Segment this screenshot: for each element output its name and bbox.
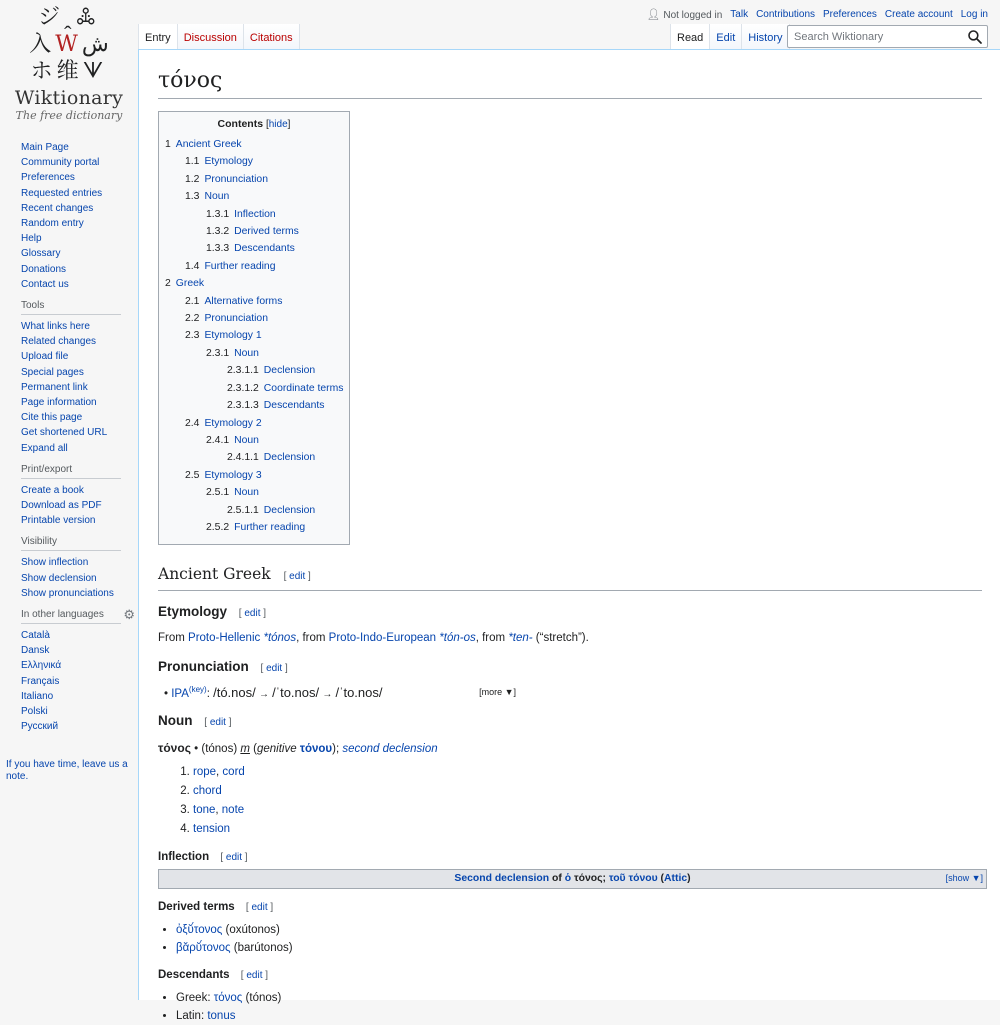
- pie-form-link[interactable]: *tón-os: [439, 632, 476, 645]
- gender: m: [240, 743, 250, 756]
- genitive-link[interactable]: τόνου: [299, 743, 333, 756]
- etym-text: From: [158, 632, 189, 645]
- section-noun: Noun [ edit ]: [158, 713, 232, 729]
- main-content: [138, 49, 1000, 1023]
- toc-item[interactable]: [165, 449, 343, 466]
- tab-read-label[interactable]: Read: [677, 32, 704, 44]
- infl-sep: ;: [602, 872, 609, 884]
- sense-link-chord[interactable]: chord: [193, 785, 222, 798]
- sidebar-nav-link-help[interactable]: Help: [21, 233, 42, 245]
- toc-number: 2.3.1.3: [227, 400, 259, 412]
- sidebar-tools-item: [21, 410, 138, 425]
- descendant-item: • Greek: τόνος (tónos): [176, 989, 982, 1007]
- toc-link[interactable]: Inflection: [234, 208, 276, 220]
- sidebar-print-item: [21, 498, 138, 513]
- toc-link[interactable]: Greek: [175, 278, 205, 290]
- derived-term-translit: barútonos: [237, 941, 289, 954]
- toc-item[interactable]: [165, 293, 343, 310]
- sense-item: [193, 782, 982, 801]
- logo-glyphs: ジꞈꔆ 入Wش ホ维ᗐ: [29, 5, 109, 84]
- toc-number: 1: [165, 139, 171, 150]
- sidebar-tools-heading: Tools: [21, 300, 121, 315]
- edit-link[interactable]: edit: [225, 851, 243, 863]
- toc-link[interactable]: Declension: [263, 452, 316, 464]
- section-noun-label: Noun: [158, 713, 193, 729]
- sidebar-nav-link-requested-entries[interactable]: Requested entries: [21, 187, 103, 199]
- sidebar-tools-link-permanent-link[interactable]: Permanent link: [21, 381, 88, 393]
- sidebar-tools-link-upload-file[interactable]: Upload file: [21, 351, 69, 363]
- tab-edit[interactable]: [709, 24, 741, 50]
- toc-number: 2.4.1: [206, 434, 230, 446]
- toc-item[interactable]: [165, 380, 343, 397]
- sidebar-lang-item: [21, 719, 138, 734]
- search-box: [787, 25, 988, 48]
- toc-item[interactable]: [165, 484, 343, 501]
- toc-item[interactable]: [165, 310, 343, 327]
- sidebar-lang-link-polski[interactable]: Polski: [21, 706, 48, 718]
- sense-item: 3. tone, note: [193, 801, 982, 820]
- toc-item[interactable]: [165, 327, 343, 344]
- toc-item[interactable]: [165, 153, 343, 170]
- toc-link[interactable]: Etymology 3: [204, 469, 262, 481]
- sidebar-visibility-item: [21, 571, 138, 586]
- sidebar-nav-item: [21, 155, 138, 170]
- search-icon[interactable]: [967, 29, 983, 45]
- section-pronunciation-label: Pronunciation: [158, 659, 249, 675]
- sidebar-print-item: [21, 483, 138, 498]
- sidebar-lang-item: [21, 643, 138, 658]
- toc-item[interactable]: [165, 345, 343, 362]
- sidebar-print-link-create-a-book[interactable]: Create a book: [21, 484, 84, 496]
- tab-discussion[interactable]: [177, 24, 243, 50]
- sense-link-tone[interactable]: tone: [193, 803, 216, 816]
- article-gen-link[interactable]: τοῦ: [608, 872, 626, 884]
- sidebar-tools-link-what-links-here[interactable]: What links here: [21, 321, 90, 333]
- headword-translit: tónos: [205, 743, 234, 756]
- toc-number: 2: [165, 278, 171, 290]
- toc-link[interactable]: Pronunciation: [204, 313, 268, 325]
- tab-entry-label[interactable]: Entry: [145, 32, 171, 44]
- sidebar-nav-item: [21, 201, 138, 216]
- toc-link[interactable]: Declension: [263, 504, 316, 516]
- sidebar-visibility-link-show-inflection[interactable]: Show inflection: [21, 557, 89, 569]
- sidebar-nav-link-recent-changes[interactable]: Recent changes: [21, 202, 94, 214]
- section-etymology-label: Etymology: [158, 604, 228, 620]
- toc-number: 2.5.1.1: [227, 504, 259, 516]
- sidebar-visibility: [0, 536, 138, 601]
- sidebar-tools-item: [21, 380, 138, 395]
- edit-link[interactable]: edit: [289, 571, 306, 583]
- view-tabs: [670, 24, 790, 50]
- toc-link[interactable]: Descendants: [234, 243, 295, 255]
- sidebar-visibility-link-show-declension[interactable]: Show declension: [21, 572, 97, 584]
- sidebar-print: [0, 464, 138, 529]
- tab-citations-label[interactable]: Citations: [249, 32, 293, 44]
- toc-number: 2.3.1.1: [227, 365, 259, 377]
- sidebar-lang-link-italiano[interactable]: Italiano: [21, 690, 54, 702]
- section-descendants: Descendants [ edit ]: [158, 968, 269, 981]
- toc-link[interactable]: Pronunciation: [204, 173, 268, 185]
- personal-tools: [647, 8, 988, 21]
- wiktionary-logo[interactable]: [0, 0, 138, 140]
- tab-edit-label[interactable]: Edit: [716, 32, 736, 44]
- edit-link[interactable]: edit: [244, 608, 261, 620]
- sidebar-nav-link-random-entry[interactable]: Random entry: [21, 218, 84, 230]
- show-table-toggle[interactable]: [show ▼]: [945, 872, 983, 883]
- edit-link[interactable]: edit: [209, 717, 226, 729]
- sidebar-tools-item: [21, 334, 138, 349]
- toc-item[interactable]: [165, 502, 343, 519]
- word-gen-link[interactable]: τόνου: [628, 872, 658, 884]
- languages-heading-label: In other languages: [21, 609, 104, 621]
- personal-preferences-link[interactable]: Preferences: [823, 9, 877, 20]
- tab-entry[interactable]: [138, 24, 177, 50]
- proto-hellenic-form-link[interactable]: *tónos: [263, 632, 297, 645]
- toc-link[interactable]: Ancient Greek: [175, 139, 242, 150]
- toc-link[interactable]: Etymology: [204, 156, 253, 168]
- personal-create-account-link[interactable]: Create account: [884, 9, 953, 20]
- etym-gloss: (“stretch”).: [532, 632, 589, 645]
- sidebar-tools-item: [21, 349, 138, 364]
- ipa-link[interactable]: IPA: [171, 688, 189, 701]
- proto-hellenic-link[interactable]: Proto-Hellenic: [188, 632, 261, 645]
- toc-item[interactable]: [165, 136, 343, 153]
- sidebar-lang-item: [21, 658, 138, 673]
- toc-number: 2.3.1: [206, 347, 230, 359]
- toc-item[interactable]: [165, 240, 343, 257]
- toc-number: 2.5: [185, 469, 200, 481]
- sense-item: [193, 820, 982, 839]
- not-logged-in: [647, 8, 723, 21]
- toc-number: 2.3.1.2: [227, 382, 259, 394]
- toc-link[interactable]: Noun: [234, 434, 259, 446]
- user-icon: 👤︎: [646, 9, 661, 21]
- sidebar-tools-item: [21, 441, 138, 456]
- derived-term-item: • ὀξῠ́τονος (oxútonos): [176, 921, 982, 939]
- derived-term-item: • βᾰρῠ́τονος (barútonos): [176, 939, 982, 957]
- pie-root-link[interactable]: *ten-: [508, 632, 533, 645]
- section-pronunciation: Pronunciation [ edit ]: [158, 659, 288, 675]
- sidebar-print-item: [21, 513, 138, 528]
- toc-title-label: Contents: [217, 118, 264, 130]
- toc-item[interactable]: [165, 206, 343, 223]
- headword: τόνος: [158, 741, 191, 756]
- derived-terms-list: [158, 921, 982, 957]
- sidebar-nav-link-community-portal[interactable]: Community portal: [21, 157, 100, 169]
- toc-item[interactable]: [165, 397, 343, 414]
- toc-item[interactable]: [165, 362, 343, 379]
- search-input[interactable]: [788, 26, 958, 47]
- not-logged-in-label: Not logged in: [663, 10, 723, 21]
- sidebar-lang-link-franc-ais[interactable]: Français: [21, 675, 60, 687]
- sidebar-languages: [0, 609, 138, 734]
- toc-link[interactable]: Derived terms: [234, 226, 299, 238]
- edit-link[interactable]: edit: [266, 663, 283, 675]
- sidebar: [0, 140, 138, 743]
- sidebar-nav-link-preferences[interactable]: Preferences: [21, 172, 75, 184]
- toc-number: 2.4: [185, 417, 200, 429]
- toc-number: 2.4.1.1: [227, 452, 259, 464]
- toc-item[interactable]: [165, 415, 343, 432]
- toc-number: 1.2: [185, 173, 200, 185]
- sidebar-lang-item: [21, 628, 138, 643]
- ipa-form: /tó.nos/: [213, 685, 256, 701]
- toc-link[interactable]: Declension: [263, 365, 316, 377]
- toc-link[interactable]: Noun: [204, 191, 230, 203]
- inflection-table-collapsed[interactable]: Second declension of ὁ τόνος; τοῦ τόνου (Attic) [show ▼]: [158, 869, 987, 889]
- headword-line: τόνος • (tónos) m (genitive τόνου); second declension: [158, 741, 438, 756]
- dialect-link[interactable]: Attic: [664, 872, 688, 884]
- personal-contributions-link[interactable]: Contributions: [756, 9, 815, 20]
- tab-history-label[interactable]: History: [748, 32, 783, 44]
- sidebar-nav-item: [21, 170, 138, 185]
- pie-link[interactable]: Proto-Indo-European: [328, 632, 437, 645]
- descendant-translit: tónos: [249, 991, 278, 1004]
- toc-item[interactable]: [165, 171, 343, 188]
- sidebar-navigation: [0, 140, 138, 292]
- logo-name: Wiktionary: [14, 87, 124, 109]
- sidebar-tools-link-page-information[interactable]: Page information: [21, 397, 97, 409]
- toc-item[interactable]: [165, 432, 343, 449]
- infl-word: τόνος: [573, 872, 603, 884]
- arrow-icon: →: [258, 689, 269, 701]
- section-etymology: Etymology [ edit ]: [158, 604, 267, 620]
- personal-talk-link[interactable]: Talk: [730, 9, 749, 20]
- etymology-text: [158, 630, 982, 646]
- personal-log-in-link[interactable]: Log in: [960, 9, 988, 20]
- toc-number: 1.1: [185, 156, 200, 168]
- ipa-form: /ˈto.nos/: [272, 685, 320, 701]
- sidebar-tools-item: [21, 365, 138, 380]
- toc-link[interactable]: Etymology 2: [204, 417, 262, 429]
- sidebar-lang-link-item[interactable]: Русский: [21, 721, 59, 733]
- sidebar-visibility-item: [21, 586, 138, 601]
- sidebar-nav-link-main-page[interactable]: Main Page: [21, 142, 69, 153]
- sidebar-tools-link-special-pages[interactable]: Special pages: [21, 366, 84, 378]
- leave-note-link[interactable]: If you have time, leave us a note.: [6, 759, 128, 782]
- toc-item[interactable]: [165, 223, 343, 240]
- descendant-item: • Latin: tonus: [176, 1007, 982, 1025]
- sidebar-tools-link-expand-all[interactable]: Expand all: [21, 442, 68, 454]
- sidebar-tools-link-cite-this-page[interactable]: Cite this page: [21, 412, 83, 424]
- sidebar-print-heading: Print/export: [21, 464, 121, 479]
- logo-tagline: The free dictionary: [15, 109, 123, 122]
- sidebar-nav-link-contact-us[interactable]: Contact us: [21, 278, 69, 290]
- toc-number: 2.1: [185, 295, 200, 307]
- page-title: τόνος: [158, 66, 982, 99]
- article-link[interactable]: ὁ: [564, 872, 572, 884]
- toc-number: 1.3.2: [206, 226, 230, 238]
- sidebar-lang-item: [21, 704, 138, 719]
- sidebar-nav-item: [21, 186, 138, 201]
- toc-number: 1.3: [185, 191, 200, 203]
- sense-link-note[interactable]: note: [221, 803, 245, 816]
- toc-link[interactable]: Coordinate terms: [263, 382, 344, 394]
- toc-item[interactable]: [165, 467, 343, 484]
- tab-read[interactable]: [670, 24, 709, 50]
- sidebar-lang-link-item[interactable]: Ελληνικά: [21, 660, 62, 672]
- sidebar-lang-link-dansk[interactable]: Dansk: [21, 645, 50, 657]
- sidebar-tools-item: [21, 425, 138, 440]
- toc-item[interactable]: [165, 519, 343, 536]
- descendant-link[interactable]: tonus: [207, 1010, 236, 1023]
- sidebar-print-link-download-as-pdf[interactable]: Download as PDF: [21, 500, 102, 512]
- toc-link[interactable]: Etymology 1: [204, 330, 262, 342]
- toc-link[interactable]: Descendants: [263, 400, 325, 412]
- more-pronunciations-toggle[interactable]: [more ▼]: [479, 687, 516, 698]
- toc-link[interactable]: Noun: [234, 487, 259, 499]
- sidebar-tools-item: [21, 319, 138, 334]
- section-derived-terms-label: Derived terms: [158, 900, 235, 913]
- sidebar-tools: [0, 300, 138, 456]
- namespace-tabs: [138, 24, 300, 50]
- sidebar-visibility-heading: Visibility: [21, 536, 121, 551]
- ipa-form: /ˈto.nos/: [335, 685, 383, 701]
- sidebar-visibility-item: [21, 555, 138, 570]
- declension-table-link[interactable]: Second declension: [454, 872, 550, 884]
- section-ancient-greek-label: Ancient Greek: [158, 565, 271, 584]
- sidebar-languages-heading: [21, 607, 135, 624]
- genitive-label: genitive: [256, 743, 297, 756]
- descendant-link[interactable]: τόνος: [213, 991, 243, 1004]
- sidebar-nav-link-glossary[interactable]: Glossary: [21, 248, 61, 260]
- derived-term-link[interactable]: βᾰρῠ́τονος: [176, 941, 231, 954]
- toc-number: 1.3.1: [206, 208, 230, 220]
- descendant-language: Latin: [176, 1010, 201, 1023]
- tab-citations[interactable]: [243, 24, 300, 50]
- sense-item: 1. rope, cord: [193, 763, 982, 782]
- sidebar-print-link-printable-version[interactable]: Printable version: [21, 515, 96, 527]
- sidebar-nav-link-donations[interactable]: Donations: [21, 263, 67, 275]
- sidebar-nav-item: [21, 231, 138, 246]
- sidebar-lang-item: [21, 674, 138, 689]
- section-derived-terms: Derived terms [ edit ]: [158, 900, 274, 913]
- toc-number: 2.2: [185, 313, 200, 325]
- sidebar-tools-link-get-shortened-url[interactable]: Get shortened URL: [21, 427, 108, 439]
- derived-term-translit: oxútonos: [229, 923, 277, 936]
- section-inflection-label: Inflection: [158, 850, 210, 863]
- section-descendants-label: Descendants: [158, 968, 230, 981]
- toc-item[interactable]: [165, 275, 343, 292]
- descendant-language: Greek: [176, 991, 208, 1004]
- section-ancient-greek: Ancient Greek [ edit ]: [158, 563, 982, 591]
- toc-number: 2.5.1: [206, 487, 230, 499]
- etym-text: , from: [296, 632, 329, 645]
- arrow-icon: →: [322, 689, 333, 701]
- sense-link-cord[interactable]: cord: [222, 766, 245, 779]
- etym-text: , from: [475, 632, 509, 645]
- sidebar-tools-link-related-changes[interactable]: Related changes: [21, 336, 97, 348]
- toc-item[interactable]: [165, 258, 343, 275]
- derived-term-link[interactable]: ὀξῠ́τονος: [176, 923, 223, 936]
- toc-title: Contents [hide]: [217, 118, 291, 130]
- sidebar-nav-item: [21, 262, 138, 277]
- sense-link-tension[interactable]: tension: [193, 822, 231, 835]
- toc-item[interactable]: [165, 188, 343, 205]
- toc-hide-link[interactable]: hide: [268, 119, 288, 130]
- ipa-key-link[interactable]: (key): [188, 685, 207, 695]
- infl-of: of: [549, 872, 565, 884]
- table-of-contents: [158, 111, 350, 545]
- gear-icon[interactable]: ⚙: [123, 607, 135, 623]
- sidebar-visibility-link-show-pronunciations[interactable]: Show pronunciations: [21, 587, 114, 599]
- toc-link[interactable]: Alternative forms: [204, 295, 283, 307]
- toc-link[interactable]: Further reading: [234, 521, 306, 533]
- toc-number: 2.5.2: [206, 521, 230, 533]
- sense-list: [158, 763, 982, 838]
- descendants-list: [158, 989, 982, 1025]
- sidebar-nav-item: [21, 246, 138, 261]
- declension-link[interactable]: second declension: [342, 743, 438, 756]
- edit-link[interactable]: edit: [251, 901, 268, 913]
- sidebar-nav-item: [21, 216, 138, 231]
- edit-link[interactable]: edit: [246, 969, 263, 981]
- toc-link[interactable]: Further reading: [204, 260, 276, 272]
- pronunciation-row: • $IPA^{(key)}$: /tó.nos/ → /ˈto.nos/ → /ˈto.nos/ [more ▼]: [164, 685, 516, 701]
- toc-number: 1.4: [185, 260, 200, 272]
- sidebar-nav-item: [21, 277, 138, 292]
- section-inflection: Inflection [ edit ]: [158, 850, 248, 863]
- sidebar-lang-link-catala[interactable]: Català: [21, 630, 50, 642]
- toc-number: 2.3: [185, 330, 200, 342]
- sidebar-tools-item: [21, 395, 138, 410]
- tab-discussion-label[interactable]: Discussion: [183, 32, 237, 44]
- toc-link[interactable]: Noun: [234, 347, 259, 359]
- toc-number: 1.3.3: [206, 243, 230, 255]
- sidebar-lang-item: [21, 689, 138, 704]
- sense-link-rope[interactable]: rope: [193, 766, 217, 779]
- tab-history[interactable]: [741, 24, 789, 50]
- sidebar-nav-item: [21, 140, 138, 155]
